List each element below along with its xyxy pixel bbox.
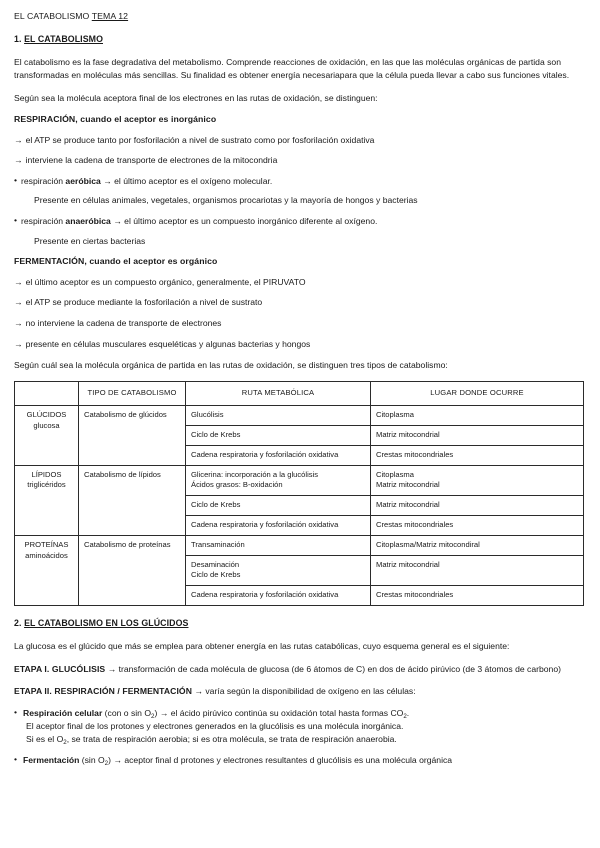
table-row bbox=[15, 465, 584, 496]
table-header-tipo: TIPO DE CATABOLISMO bbox=[79, 382, 186, 406]
route-cell: Transaminación bbox=[186, 535, 371, 555]
route-cell: Cadena respiratoria y fosforilación oxidativa bbox=[186, 586, 371, 606]
table-header-lugar: LUGAR DONDE OCURRE bbox=[371, 382, 584, 406]
arrow-icon: → bbox=[14, 318, 23, 329]
bullet-text-b: ) → aceptor final d protones y electrones resultantes d glucólisis es una molécula orgánica bbox=[108, 754, 453, 765]
route-cell: Ciclo de Krebs bbox=[186, 426, 371, 446]
respiracion-arrow-1-text: el ATP se produce tanto por fosforilación a nivel de sustrato como por fosforilación oxidativa bbox=[25, 134, 375, 145]
fermentacion-bullet bbox=[14, 754, 586, 767]
respiracion-anaerobica-bullet bbox=[14, 216, 586, 228]
type-lipidos: Catabolismo de lípidos bbox=[79, 465, 186, 535]
bullet-line-2: El aceptor final de los protones y electrones generados en la glucólisis es una molécula inorgánica. bbox=[26, 720, 404, 731]
etapa-1-text: → transformación de cada molécula de glucosa (de 6 átomos de C) en dos de ácido pirúvico (de 3 átomos de carbono) bbox=[105, 663, 561, 674]
place-cell: Matriz mitocondrial bbox=[371, 496, 584, 516]
fermentacion-arrow-1-text: el último aceptor es un compuesto orgánico, generalmente, el PIRUVATO bbox=[25, 276, 306, 287]
bullet-text-a: (sin O bbox=[79, 754, 105, 765]
catabolism-table bbox=[14, 381, 584, 606]
bullet-bold-term: Respiración celular bbox=[23, 707, 103, 718]
bullet-bold-term: aeróbica bbox=[65, 175, 101, 186]
fermentacion-arrow-4 bbox=[14, 339, 586, 351]
bullet-rest: → el último aceptor es un compuesto inorgánico diferente al oxígeno. bbox=[110, 215, 378, 226]
table-header-ruta: RUTA METABÓLICA bbox=[186, 382, 371, 406]
section-1-heading bbox=[14, 34, 586, 46]
document-title: EL CATABOLISMO bbox=[14, 11, 90, 21]
place-cell: Crestas mitocondriales bbox=[371, 515, 584, 535]
table-row bbox=[15, 535, 584, 555]
route-cell: Cadena respiratoria y fosforilación oxidativa bbox=[186, 515, 371, 535]
respiracion-arrow-2 bbox=[14, 155, 586, 167]
bullet-line-3 bbox=[23, 733, 586, 746]
type-proteinas: Catabolismo de proteínas bbox=[79, 535, 186, 605]
arrow-icon: → bbox=[14, 297, 23, 308]
etapa-1 bbox=[14, 663, 586, 676]
section-1-intro: El catabolismo es la fase degradativa del metabolismo. Comprende reacciones de oxidación, en las que las moléculas orgánicas de partida son transformadas en moléculas más sencillas. Su finalidad es obtener energía necesariapara que la célula pueda llevar a cabo sus funciones vitales. bbox=[14, 56, 570, 80]
fermentacion-heading: FERMENTACIÓN, cuando el aceptor es orgánico bbox=[14, 256, 218, 267]
bullet-text-c: . bbox=[406, 707, 410, 718]
table-row bbox=[15, 406, 584, 426]
route-cell: Ciclo de Krebs bbox=[186, 496, 371, 516]
document-header bbox=[14, 11, 586, 23]
place-cell: Citoplasma bbox=[371, 406, 584, 426]
fermentacion-arrow-4-text: presente en células musculares esqueléticas y algunas bacterias y hongos bbox=[25, 338, 311, 349]
section-2-heading bbox=[14, 618, 586, 630]
table-lead-text: Según cuál sea la molécula orgánica de partida en las rutas de oxidación, se distinguen tres tipos de catabolismo: bbox=[14, 360, 448, 371]
respiracion-celular-bullet bbox=[14, 707, 586, 746]
type-glucidos: Catabolismo de glúcidos bbox=[79, 406, 186, 465]
route-cell: Cadena respiratoria y fosforilación oxidativa bbox=[186, 445, 371, 465]
etapa-1-label: ETAPA I. GLUCÓLISIS bbox=[14, 663, 106, 674]
substrate-glucidos: GLÚCIDOS glucosa bbox=[15, 406, 79, 465]
section-2-intro: La glucosa es el glúcido que más se emplea para obtener energía en las rutas catabólicas, cuyo esquema general es el siguiente: bbox=[14, 640, 510, 651]
route-cell: Glucólisis bbox=[186, 406, 371, 426]
subscript-o2: 2 bbox=[151, 712, 155, 720]
route-cell: Glicerina: incorporación a la glucólisis Ácidos grasos: B-oxidación bbox=[186, 465, 371, 496]
substrate-proteinas: PROTEÍNAS aminoácidos bbox=[15, 535, 79, 605]
section-2-title: EL CATABOLISMO EN LOS GLÚCIDOS bbox=[24, 617, 189, 628]
place-cell: Citoplasma/Matriz mitocondiral bbox=[371, 535, 584, 555]
fermentacion-arrow-2-text: el ATP se produce mediante la fosforilación a nivel de sustrato bbox=[25, 297, 263, 308]
fermentacion-arrow-1 bbox=[14, 277, 586, 289]
table-header-empty bbox=[15, 382, 79, 406]
bullet-rest: → el último aceptor es el oxígeno molecular. bbox=[100, 175, 273, 186]
bullet-line-3-a: Si es el O bbox=[26, 733, 64, 744]
subscript-co2: 2 bbox=[403, 712, 407, 720]
respiracion-arrow-1 bbox=[14, 135, 586, 147]
fermentacion-arrow-3-text: no interviene la cadena de transporte de electrones bbox=[25, 318, 222, 329]
bullet-text-b: ) → el ácido pirúvico continúa su oxidación total hasta formas CO bbox=[154, 707, 404, 718]
arrow-icon: → bbox=[14, 134, 23, 145]
document-topic: TEMA 12 bbox=[91, 11, 129, 21]
place-cell: Matriz mitocondrial bbox=[371, 555, 584, 586]
bullet-prefix: respiración bbox=[21, 215, 66, 226]
bullet-bold-term: Fermentación bbox=[23, 754, 80, 765]
respiracion-anaerobica-note: Presente en ciertas bacterias bbox=[34, 235, 146, 246]
place-cell: Citoplasma Matriz mitocondrial bbox=[371, 465, 584, 496]
bullet-line-3-b: , se trata de respiración aerobia; si es otra molécula, se trata de respiración anaerobia. bbox=[66, 733, 397, 744]
table-header-row bbox=[15, 382, 584, 406]
respiracion-arrow-2-text: interviene la cadena de transporte de electrones de la mitocondria bbox=[25, 155, 278, 166]
fermentacion-arrow-2 bbox=[14, 297, 586, 309]
bullet-bold-term: anaeróbica bbox=[65, 215, 111, 226]
arrow-icon: → bbox=[14, 338, 23, 349]
place-cell: Crestas mitocondriales bbox=[371, 586, 584, 606]
arrow-icon: → bbox=[14, 276, 23, 287]
place-cell: Matriz mitocondrial bbox=[371, 426, 584, 446]
section-1-number: 1. bbox=[14, 33, 22, 44]
table-body bbox=[15, 406, 584, 606]
route-cell: Desaminación Ciclo de Krebs bbox=[186, 555, 371, 586]
substrate-lipidos: LÍPIDOS triglicéridos bbox=[15, 465, 79, 535]
section-2-number: 2. bbox=[14, 617, 22, 628]
etapa-2-text: → varía según la disponibilidad de oxígeno en las células: bbox=[192, 685, 416, 696]
etapa-2 bbox=[14, 685, 586, 698]
bullet-prefix: respiración bbox=[21, 175, 66, 186]
bullet-text-a: (con o sin O bbox=[102, 707, 152, 718]
section-1-title: EL CATABOLISMO bbox=[24, 33, 103, 44]
fermentacion-arrow-3 bbox=[14, 318, 586, 330]
section-1-lead: Según sea la molécula aceptora final de los electrones en las rutas de oxidación, se distinguen: bbox=[14, 92, 378, 103]
respiracion-heading: RESPIRACIÓN, cuando el aceptor es inorgánico bbox=[14, 113, 217, 124]
place-cell: Crestas mitocondriales bbox=[371, 445, 584, 465]
respiracion-aerobica-note: Presente en células animales, vegetales, organismos procariotas y la mayoría de hongos y bacterias bbox=[34, 195, 418, 206]
etapa-2-label: ETAPA II. RESPIRACIÓN / FERMENTACIÓN bbox=[14, 685, 192, 696]
respiracion-aerobica-bullet bbox=[14, 176, 586, 188]
subscript-o2: 2 bbox=[63, 738, 67, 746]
arrow-icon: → bbox=[14, 155, 23, 166]
subscript-o2: 2 bbox=[104, 759, 109, 767]
